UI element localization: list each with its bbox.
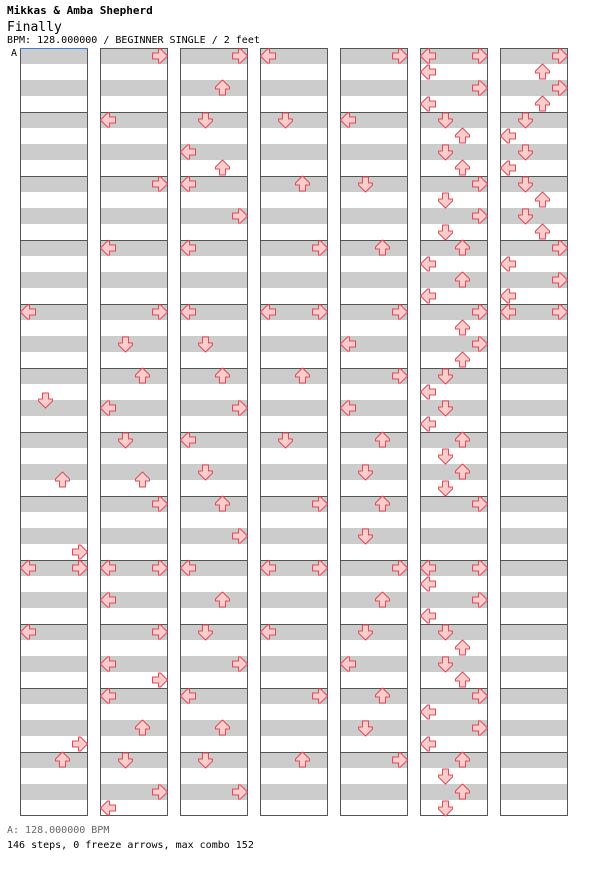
step-arrow-left xyxy=(421,257,436,271)
bpm-marker-line xyxy=(20,48,88,49)
beat-stripe xyxy=(20,720,88,736)
beat-stripe xyxy=(20,656,88,672)
beat-stripe xyxy=(20,784,88,800)
step-arrow-down xyxy=(439,449,453,464)
beat-stripe xyxy=(500,688,568,704)
step-arrow-up xyxy=(536,96,550,111)
song-title: Finally xyxy=(7,20,62,35)
beat-stripe xyxy=(260,144,328,160)
step-arrow-up xyxy=(216,160,230,175)
beat-stripe xyxy=(100,464,168,480)
beat-stripe xyxy=(260,720,328,736)
beat-stripe xyxy=(340,496,408,512)
beat-stripe xyxy=(340,464,408,480)
step-arrow-down xyxy=(439,801,453,816)
beat-stripe xyxy=(100,368,168,384)
beat-stripe xyxy=(500,528,568,544)
step-arrow-right xyxy=(153,673,168,687)
beat-stripe xyxy=(20,752,88,768)
beat-stripe xyxy=(340,240,408,256)
beat-stripe xyxy=(180,336,248,352)
beat-stripe xyxy=(420,752,488,768)
beat-stripe xyxy=(340,176,408,192)
beat-stripe xyxy=(100,752,168,768)
beat-stripe xyxy=(180,496,248,512)
step-arrow-left xyxy=(421,577,436,591)
beat-stripe xyxy=(20,144,88,160)
beat-stripe xyxy=(20,688,88,704)
beat-stripe xyxy=(100,432,168,448)
step-arrow-up xyxy=(536,192,550,207)
step-arrow-left xyxy=(421,65,436,79)
beat-stripe xyxy=(180,272,248,288)
beat-stripe xyxy=(420,368,488,384)
beat-stripe xyxy=(340,144,408,160)
beat-stripe xyxy=(420,624,488,640)
beat-stripe xyxy=(500,144,568,160)
beat-stripe xyxy=(20,592,88,608)
beat-stripe xyxy=(20,368,88,384)
beat-stripe xyxy=(340,208,408,224)
beat-stripe xyxy=(340,80,408,96)
step-arrow-left xyxy=(421,385,436,399)
step-arrow-down xyxy=(439,481,453,496)
beat-stripe xyxy=(340,528,408,544)
step-arrow-up xyxy=(456,128,470,143)
step-arrow-down xyxy=(439,225,453,240)
beat-stripe xyxy=(20,48,88,64)
beat-stripe xyxy=(260,208,328,224)
beat-stripe xyxy=(420,784,488,800)
beat-stripe xyxy=(100,528,168,544)
step-arrow-left xyxy=(421,289,436,303)
step-arrow-up xyxy=(536,64,550,79)
beat-stripe xyxy=(500,624,568,640)
step-arrow-left xyxy=(421,609,436,623)
beat-stripe xyxy=(500,208,568,224)
beat-stripe xyxy=(500,400,568,416)
beat-stripe xyxy=(340,624,408,640)
beat-stripe xyxy=(340,784,408,800)
beat-stripe xyxy=(260,752,328,768)
beat-stripe xyxy=(20,240,88,256)
beat-stripe xyxy=(420,464,488,480)
beat-stripe xyxy=(500,592,568,608)
beat-stripe xyxy=(100,336,168,352)
beat-stripe xyxy=(20,112,88,128)
beat-stripe xyxy=(180,592,248,608)
beat-stripe xyxy=(420,656,488,672)
beat-stripe xyxy=(500,336,568,352)
beat-stripe xyxy=(260,528,328,544)
bpm-marker-label: A xyxy=(11,48,18,59)
step-arrow-down xyxy=(439,193,453,208)
step-arrow-up xyxy=(456,640,470,655)
beat-stripe xyxy=(20,80,88,96)
beat-stripe xyxy=(420,240,488,256)
beat-stripe xyxy=(100,720,168,736)
beat-stripe xyxy=(100,208,168,224)
beat-stripe xyxy=(500,496,568,512)
beat-stripe xyxy=(420,432,488,448)
beat-stripe xyxy=(260,368,328,384)
step-arrow-up xyxy=(456,352,470,367)
beat-stripe xyxy=(180,80,248,96)
beat-stripe xyxy=(420,400,488,416)
step-arrow-down xyxy=(439,769,453,784)
beat-stripe xyxy=(260,656,328,672)
beat-stripe xyxy=(500,464,568,480)
beat-stripe xyxy=(20,496,88,512)
step-arrow-up xyxy=(456,160,470,175)
beat-stripe xyxy=(420,528,488,544)
beat-stripe xyxy=(340,432,408,448)
step-arrow-left xyxy=(421,705,436,719)
beat-stripe xyxy=(500,176,568,192)
beat-stripe xyxy=(20,528,88,544)
step-arrow-right xyxy=(73,737,88,751)
beat-stripe xyxy=(180,368,248,384)
bpm-legend: A: 128.000000 BPM xyxy=(7,825,110,836)
beat-stripe xyxy=(260,336,328,352)
beat-stripe xyxy=(20,432,88,448)
beat-stripe xyxy=(260,112,328,128)
step-arrow-left xyxy=(501,257,516,271)
beat-stripe xyxy=(180,752,248,768)
chart-column-7 xyxy=(500,48,568,816)
beat-stripe xyxy=(260,176,328,192)
beat-stripe xyxy=(340,688,408,704)
beat-stripe xyxy=(420,144,488,160)
beat-stripe xyxy=(260,592,328,608)
step-arrow-left xyxy=(501,161,516,175)
beat-stripe xyxy=(500,752,568,768)
beat-stripe xyxy=(340,592,408,608)
beat-stripe xyxy=(100,144,168,160)
chart-column-6 xyxy=(420,48,488,816)
step-arrow-up xyxy=(456,320,470,335)
beat-stripe xyxy=(20,208,88,224)
step-arrow-up xyxy=(536,224,550,239)
step-arrow-left xyxy=(501,129,516,143)
beat-stripe xyxy=(340,720,408,736)
beat-stripe xyxy=(180,112,248,128)
beat-stripe xyxy=(420,112,488,128)
chart-column-4 xyxy=(260,48,328,816)
step-arrow-left xyxy=(101,801,116,815)
beat-stripe xyxy=(180,624,248,640)
beat-stripe xyxy=(260,464,328,480)
beat-stripe xyxy=(500,112,568,128)
chart-column-2 xyxy=(100,48,168,816)
chart-column-1 xyxy=(20,48,88,816)
beat-stripe xyxy=(420,272,488,288)
step-arrow-left xyxy=(421,737,436,751)
beat-stripe xyxy=(260,400,328,416)
beat-stripe xyxy=(500,432,568,448)
beat-stripe xyxy=(100,80,168,96)
beat-stripe xyxy=(500,368,568,384)
beat-stripe xyxy=(20,176,88,192)
beat-stripe xyxy=(260,784,328,800)
beat-stripe xyxy=(340,272,408,288)
beat-stripe xyxy=(500,720,568,736)
chart-column-3 xyxy=(180,48,248,816)
beat-stripe xyxy=(500,784,568,800)
step-stats: 146 steps, 0 freeze arrows, max combo 152 xyxy=(7,840,254,851)
beat-stripe xyxy=(20,336,88,352)
beat-stripe xyxy=(260,80,328,96)
step-arrow-left xyxy=(421,417,436,431)
beat-stripe xyxy=(180,720,248,736)
step-arrow-left xyxy=(501,289,516,303)
beat-stripe xyxy=(100,272,168,288)
beat-stripe xyxy=(20,272,88,288)
beat-stripe xyxy=(500,656,568,672)
step-arrow-up xyxy=(456,672,470,687)
beat-stripe xyxy=(260,272,328,288)
beat-stripe xyxy=(180,464,248,480)
beat-stripe xyxy=(500,560,568,576)
step-arrow-left xyxy=(421,97,436,111)
chart-info: BPM: 128.000000 / BEGINNER SINGLE / 2 feet xyxy=(7,35,260,46)
beat-stripe xyxy=(20,400,88,416)
chart-column-5 xyxy=(340,48,408,816)
beat-stripe xyxy=(260,432,328,448)
beat-stripe xyxy=(20,464,88,480)
step-arrow-right xyxy=(73,545,88,559)
song-artist: Mikkas & Amba Shepherd xyxy=(7,4,153,17)
